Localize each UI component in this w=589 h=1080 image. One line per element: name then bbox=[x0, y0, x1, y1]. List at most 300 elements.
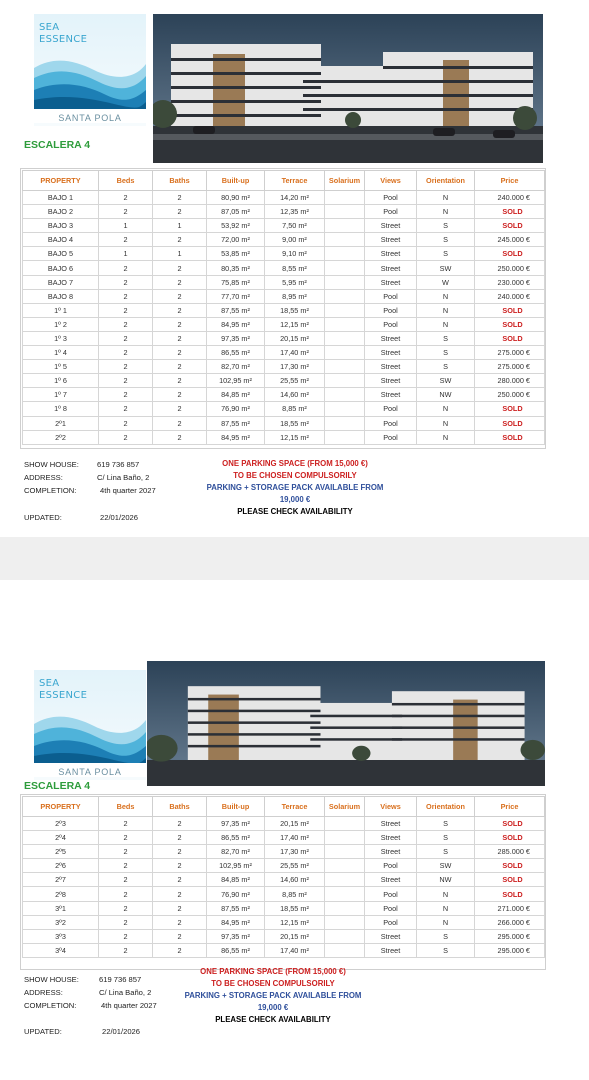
cell-built-up: 84,95 m² bbox=[207, 915, 265, 929]
table-row bbox=[23, 317, 545, 331]
units-table-page1 bbox=[22, 170, 545, 445]
cell-baths: 2 bbox=[153, 817, 207, 831]
cell-orientation: S bbox=[417, 233, 475, 247]
cell-beds: 2 bbox=[99, 331, 153, 345]
parking-note-line1: ONE PARKING SPACE (FROM 15,000 €) bbox=[200, 967, 346, 976]
show-house-phone: 619 736 857 bbox=[99, 975, 142, 984]
table-row bbox=[23, 388, 545, 402]
cell-baths: 2 bbox=[153, 289, 207, 303]
sea-essence-logo bbox=[34, 670, 146, 780]
cell-orientation: N bbox=[417, 416, 475, 430]
cell-price: SOLD bbox=[475, 859, 545, 873]
cell-built-up: 76,90 m² bbox=[207, 887, 265, 901]
cell-orientation: NW bbox=[417, 873, 475, 887]
cell-beds: 2 bbox=[99, 289, 153, 303]
header-views: Views bbox=[365, 797, 417, 817]
table-row bbox=[23, 901, 545, 915]
cell-solarium bbox=[325, 219, 365, 233]
cell-baths: 1 bbox=[153, 219, 207, 233]
cell-views: Street bbox=[365, 929, 417, 943]
cell-price: 266.000 € bbox=[475, 915, 545, 929]
header-terrace: Terrace bbox=[265, 171, 325, 191]
updated-row bbox=[24, 1027, 141, 1036]
table-body bbox=[23, 191, 545, 445]
pack-note-line1: PARKING + STORAGE PACK AVAILABLE FROM bbox=[184, 991, 362, 1000]
cell-baths: 2 bbox=[153, 374, 207, 388]
table-row bbox=[23, 831, 545, 845]
completion-label: COMPLETION: bbox=[24, 1001, 77, 1010]
cell-views: Street bbox=[365, 831, 417, 845]
cell-beds: 2 bbox=[99, 943, 153, 957]
cell-solarium bbox=[325, 817, 365, 831]
cell-price: 280.000 € bbox=[475, 374, 545, 388]
table-row bbox=[23, 346, 545, 360]
cell-solarium bbox=[325, 845, 365, 859]
cell-solarium bbox=[325, 416, 365, 430]
cell-terrace: 18,55 m² bbox=[265, 416, 325, 430]
table-row bbox=[23, 275, 545, 289]
parking-note-line2: TO BE CHOSEN COMPULSORILY bbox=[233, 471, 357, 480]
table-row bbox=[23, 402, 545, 416]
cell-price: 250.000 € bbox=[475, 388, 545, 402]
cell-views: Pool bbox=[365, 859, 417, 873]
cell-beds: 2 bbox=[99, 191, 153, 205]
cell-orientation: N bbox=[417, 191, 475, 205]
logo-city: SANTA POLA bbox=[34, 763, 146, 777]
cell-solarium bbox=[325, 402, 365, 416]
table-row bbox=[23, 859, 545, 873]
cell-solarium bbox=[325, 289, 365, 303]
address-value: C/ Lina Baño, 2 bbox=[99, 988, 152, 997]
cell-views: Street bbox=[365, 346, 417, 360]
cell-solarium bbox=[325, 275, 365, 289]
cell-solarium bbox=[325, 430, 365, 444]
cell-built-up: 53,85 m² bbox=[207, 247, 265, 261]
cell-terrace: 17,40 m² bbox=[265, 943, 325, 957]
header-built-up: Built-up bbox=[207, 797, 265, 817]
cell-property: 3º1 bbox=[23, 901, 99, 915]
cell-solarium bbox=[325, 346, 365, 360]
cell-property: 1º 8 bbox=[23, 402, 99, 416]
table-body bbox=[23, 817, 545, 958]
cell-baths: 2 bbox=[153, 233, 207, 247]
cell-terrace: 12,15 m² bbox=[265, 430, 325, 444]
cell-views: Street bbox=[365, 275, 417, 289]
table-row bbox=[23, 303, 545, 317]
cell-terrace: 20,15 m² bbox=[265, 929, 325, 943]
page-separator bbox=[0, 537, 589, 580]
cell-views: Street bbox=[365, 261, 417, 275]
cell-price: SOLD bbox=[475, 416, 545, 430]
cell-price: 245.000 € bbox=[475, 233, 545, 247]
cell-built-up: 80,35 m² bbox=[207, 261, 265, 275]
cell-terrace: 20,15 m² bbox=[265, 817, 325, 831]
cell-baths: 2 bbox=[153, 845, 207, 859]
header-property: PROPERTY bbox=[23, 797, 99, 817]
cell-property: 2º3 bbox=[23, 817, 99, 831]
header-price: Price bbox=[475, 171, 545, 191]
cell-built-up: 87,55 m² bbox=[207, 303, 265, 317]
completion-value: 4th quarter 2027 bbox=[101, 1001, 157, 1010]
pack-note-line1: PARKING + STORAGE PACK AVAILABLE FROM bbox=[206, 483, 384, 492]
cell-views: Street bbox=[365, 233, 417, 247]
cell-orientation: NW bbox=[417, 388, 475, 402]
cell-terrace: 18,55 m² bbox=[265, 901, 325, 915]
cell-views: Street bbox=[365, 817, 417, 831]
availability-note: PLEASE CHECK AVAILABILITY bbox=[215, 1015, 331, 1024]
header-terrace: Terrace bbox=[265, 797, 325, 817]
cell-orientation: S bbox=[417, 817, 475, 831]
cell-built-up: 97,35 m² bbox=[207, 817, 265, 831]
cell-built-up: 84,95 m² bbox=[207, 430, 265, 444]
cell-baths: 2 bbox=[153, 388, 207, 402]
cell-beds: 2 bbox=[99, 388, 153, 402]
updated-row bbox=[24, 513, 139, 522]
table-row bbox=[23, 360, 545, 374]
cell-beds: 2 bbox=[99, 901, 153, 915]
cell-built-up: 102,95 m² bbox=[207, 859, 265, 873]
cell-terrace: 17,40 m² bbox=[265, 831, 325, 845]
wave-graphic bbox=[34, 50, 146, 110]
cell-terrace: 14,20 m² bbox=[265, 191, 325, 205]
cell-price: SOLD bbox=[475, 219, 545, 233]
cell-beds: 2 bbox=[99, 346, 153, 360]
cell-property: 2º8 bbox=[23, 887, 99, 901]
cell-solarium bbox=[325, 205, 365, 219]
cell-solarium bbox=[325, 317, 365, 331]
table-row bbox=[23, 943, 545, 957]
cell-property: 1º 7 bbox=[23, 388, 99, 402]
completion-value: 4th quarter 2027 bbox=[100, 486, 156, 495]
cell-terrace: 12,35 m² bbox=[265, 205, 325, 219]
cell-views: Pool bbox=[365, 416, 417, 430]
cell-beds: 1 bbox=[99, 247, 153, 261]
cell-beds: 2 bbox=[99, 303, 153, 317]
cell-orientation: N bbox=[417, 205, 475, 219]
cell-price: 271.000 € bbox=[475, 901, 545, 915]
document-page-2 bbox=[0, 580, 589, 1080]
header-views: Views bbox=[365, 171, 417, 191]
logo-name-line2: ESSENCE bbox=[39, 34, 88, 45]
cell-built-up: 86,55 m² bbox=[207, 831, 265, 845]
cell-beds: 2 bbox=[99, 275, 153, 289]
logo-name-line1: SEA bbox=[39, 678, 60, 689]
logo-city: SANTA POLA bbox=[34, 109, 146, 123]
address-value: C/ Lina Baño, 2 bbox=[97, 473, 150, 482]
cell-baths: 2 bbox=[153, 943, 207, 957]
cell-solarium bbox=[325, 831, 365, 845]
cell-views: Pool bbox=[365, 901, 417, 915]
cell-built-up: 72,00 m² bbox=[207, 233, 265, 247]
header-price: Price bbox=[475, 797, 545, 817]
cell-views: Street bbox=[365, 360, 417, 374]
table-row bbox=[23, 247, 545, 261]
cell-beds: 2 bbox=[99, 261, 153, 275]
document-page-1 bbox=[0, 0, 589, 537]
address-row bbox=[24, 988, 152, 997]
cell-price: SOLD bbox=[475, 402, 545, 416]
cell-beds: 2 bbox=[99, 873, 153, 887]
parking-notes bbox=[168, 966, 378, 1026]
cell-price: 230.000 € bbox=[475, 275, 545, 289]
show-house-label: SHOW HOUSE: bbox=[24, 460, 79, 469]
cell-terrace: 12,15 m² bbox=[265, 915, 325, 929]
wave-graphic bbox=[34, 706, 146, 766]
cell-terrace: 8,85 m² bbox=[265, 887, 325, 901]
cell-price: 285.000 € bbox=[475, 845, 545, 859]
cell-beds: 2 bbox=[99, 430, 153, 444]
cell-property: BAJO 6 bbox=[23, 261, 99, 275]
logo-name-line2: ESSENCE bbox=[39, 690, 88, 701]
cell-terrace: 14,60 m² bbox=[265, 388, 325, 402]
cell-solarium bbox=[325, 929, 365, 943]
cell-beds: 2 bbox=[99, 233, 153, 247]
cell-terrace: 7,50 m² bbox=[265, 219, 325, 233]
cell-solarium bbox=[325, 887, 365, 901]
cell-terrace: 5,95 m² bbox=[265, 275, 325, 289]
cell-baths: 2 bbox=[153, 402, 207, 416]
cell-built-up: 86,55 m² bbox=[207, 943, 265, 957]
cell-views: Pool bbox=[365, 430, 417, 444]
cell-orientation: S bbox=[417, 831, 475, 845]
header-baths: Baths bbox=[153, 171, 207, 191]
cell-beds: 2 bbox=[99, 205, 153, 219]
cell-solarium bbox=[325, 360, 365, 374]
cell-price: SOLD bbox=[475, 817, 545, 831]
updated-value: 22/01/2026 bbox=[100, 513, 139, 522]
cell-views: Pool bbox=[365, 402, 417, 416]
address-label: ADDRESS: bbox=[24, 473, 63, 482]
building-render-image bbox=[147, 661, 545, 786]
cell-solarium bbox=[325, 943, 365, 957]
cell-baths: 2 bbox=[153, 887, 207, 901]
cell-solarium bbox=[325, 901, 365, 915]
cell-beds: 2 bbox=[99, 929, 153, 943]
updated-value: 22/01/2026 bbox=[102, 1027, 141, 1036]
cell-orientation: W bbox=[417, 275, 475, 289]
cell-built-up: 76,90 m² bbox=[207, 402, 265, 416]
cell-solarium bbox=[325, 261, 365, 275]
staircase-label: ESCALERA 4 bbox=[24, 139, 91, 151]
cell-solarium bbox=[325, 247, 365, 261]
header-beds: Beds bbox=[99, 797, 153, 817]
show-house-row bbox=[24, 975, 142, 984]
cell-views: Pool bbox=[365, 289, 417, 303]
cell-property: 2º7 bbox=[23, 873, 99, 887]
address-label: ADDRESS: bbox=[24, 988, 63, 997]
cell-orientation: N bbox=[417, 887, 475, 901]
cell-solarium bbox=[325, 331, 365, 345]
cell-terrace: 8,85 m² bbox=[265, 402, 325, 416]
cell-orientation: S bbox=[417, 247, 475, 261]
cell-baths: 2 bbox=[153, 929, 207, 943]
parking-note-line2: TO BE CHOSEN COMPULSORILY bbox=[211, 979, 335, 988]
completion-row bbox=[24, 486, 156, 495]
cell-property: 3º4 bbox=[23, 943, 99, 957]
cell-orientation: S bbox=[417, 360, 475, 374]
header-baths: Baths bbox=[153, 797, 207, 817]
cell-orientation: N bbox=[417, 317, 475, 331]
cell-built-up: 77,70 m² bbox=[207, 289, 265, 303]
cell-beds: 2 bbox=[99, 402, 153, 416]
cell-orientation: N bbox=[417, 402, 475, 416]
cell-terrace: 8,95 m² bbox=[265, 289, 325, 303]
cell-solarium bbox=[325, 233, 365, 247]
building-render-photo bbox=[153, 14, 543, 163]
cell-price: SOLD bbox=[475, 887, 545, 901]
cell-baths: 2 bbox=[153, 416, 207, 430]
cell-baths: 2 bbox=[153, 275, 207, 289]
cell-beds: 2 bbox=[99, 416, 153, 430]
cell-solarium bbox=[325, 915, 365, 929]
table-row bbox=[23, 915, 545, 929]
cell-price: SOLD bbox=[475, 331, 545, 345]
cell-baths: 2 bbox=[153, 303, 207, 317]
table-row bbox=[23, 261, 545, 275]
cell-solarium bbox=[325, 873, 365, 887]
show-house-phone: 619 736 857 bbox=[97, 460, 140, 469]
cell-property: BAJO 5 bbox=[23, 247, 99, 261]
table-row bbox=[23, 430, 545, 444]
cell-built-up: 87,55 m² bbox=[207, 416, 265, 430]
cell-solarium bbox=[325, 374, 365, 388]
cell-terrace: 8,55 m² bbox=[265, 261, 325, 275]
cell-built-up: 102,95 m² bbox=[207, 374, 265, 388]
cell-baths: 2 bbox=[153, 360, 207, 374]
cell-baths: 2 bbox=[153, 901, 207, 915]
cell-terrace: 20,15 m² bbox=[265, 331, 325, 345]
cell-orientation: S bbox=[417, 331, 475, 345]
cell-built-up: 84,85 m² bbox=[207, 388, 265, 402]
cell-beds: 1 bbox=[99, 219, 153, 233]
pack-note-line2: 19,000 € bbox=[279, 495, 311, 504]
table-row bbox=[23, 416, 545, 430]
cell-orientation: SW bbox=[417, 859, 475, 873]
cell-terrace: 14,60 m² bbox=[265, 873, 325, 887]
cell-property: BAJO 4 bbox=[23, 233, 99, 247]
cell-views: Pool bbox=[365, 303, 417, 317]
cell-price: 240.000 € bbox=[475, 191, 545, 205]
cell-solarium bbox=[325, 388, 365, 402]
cell-terrace: 17,30 m² bbox=[265, 845, 325, 859]
cell-built-up: 86,55 m² bbox=[207, 346, 265, 360]
cell-built-up: 82,70 m² bbox=[207, 360, 265, 374]
cell-orientation: S bbox=[417, 845, 475, 859]
cell-terrace: 9,00 m² bbox=[265, 233, 325, 247]
cell-terrace: 17,40 m² bbox=[265, 346, 325, 360]
cell-price: SOLD bbox=[475, 831, 545, 845]
completion-label: COMPLETION: bbox=[24, 486, 77, 495]
table-row bbox=[23, 929, 545, 943]
cell-terrace: 25,55 m² bbox=[265, 374, 325, 388]
show-house-row bbox=[24, 460, 140, 469]
header-solarium: Solarium bbox=[325, 171, 365, 191]
cell-baths: 2 bbox=[153, 317, 207, 331]
cell-property: 3º3 bbox=[23, 929, 99, 943]
cell-beds: 2 bbox=[99, 859, 153, 873]
cell-baths: 2 bbox=[153, 331, 207, 345]
building-render-image bbox=[153, 14, 543, 163]
staircase-label: ESCALERA 4 bbox=[24, 780, 91, 792]
cell-baths: 2 bbox=[153, 859, 207, 873]
table-row bbox=[23, 873, 545, 887]
cell-views: Street bbox=[365, 331, 417, 345]
cell-solarium bbox=[325, 859, 365, 873]
cell-price: 250.000 € bbox=[475, 261, 545, 275]
cell-orientation: SW bbox=[417, 261, 475, 275]
cell-baths: 2 bbox=[153, 205, 207, 219]
header-solarium: Solarium bbox=[325, 797, 365, 817]
table-row bbox=[23, 817, 545, 831]
sea-essence-logo bbox=[34, 14, 146, 126]
header-orientation: Orientation bbox=[417, 797, 475, 817]
cell-baths: 2 bbox=[153, 915, 207, 929]
cell-views: Pool bbox=[365, 887, 417, 901]
cell-terrace: 9,10 m² bbox=[265, 247, 325, 261]
cell-beds: 2 bbox=[99, 817, 153, 831]
table-row bbox=[23, 233, 545, 247]
cell-built-up: 53,92 m² bbox=[207, 219, 265, 233]
table-row bbox=[23, 374, 545, 388]
cell-built-up: 84,95 m² bbox=[207, 317, 265, 331]
cell-views: Pool bbox=[365, 915, 417, 929]
table-header-row bbox=[23, 171, 545, 191]
cell-orientation: N bbox=[417, 915, 475, 929]
cell-orientation: S bbox=[417, 346, 475, 360]
header-orientation: Orientation bbox=[417, 171, 475, 191]
cell-beds: 2 bbox=[99, 374, 153, 388]
pack-note-line2: 19,000 € bbox=[257, 1003, 289, 1012]
cell-views: Street bbox=[365, 388, 417, 402]
table-row bbox=[23, 331, 545, 345]
cell-terrace: 12,15 m² bbox=[265, 317, 325, 331]
cell-built-up: 84,85 m² bbox=[207, 873, 265, 887]
cell-orientation: S bbox=[417, 929, 475, 943]
cell-built-up: 82,70 m² bbox=[207, 845, 265, 859]
cell-terrace: 18,55 m² bbox=[265, 303, 325, 317]
cell-price: SOLD bbox=[475, 873, 545, 887]
cell-property: BAJO 3 bbox=[23, 219, 99, 233]
cell-price: 275.000 € bbox=[475, 360, 545, 374]
cell-orientation: N bbox=[417, 430, 475, 444]
cell-built-up: 97,35 m² bbox=[207, 331, 265, 345]
cell-price: SOLD bbox=[475, 303, 545, 317]
show-house-label: SHOW HOUSE: bbox=[24, 975, 79, 984]
cell-beds: 2 bbox=[99, 831, 153, 845]
header-beds: Beds bbox=[99, 171, 153, 191]
cell-views: Street bbox=[365, 374, 417, 388]
cell-views: Street bbox=[365, 845, 417, 859]
cell-built-up: 97,35 m² bbox=[207, 929, 265, 943]
cell-property: BAJO 1 bbox=[23, 191, 99, 205]
cell-price: SOLD bbox=[475, 247, 545, 261]
units-table-page2 bbox=[22, 796, 545, 958]
table-row bbox=[23, 887, 545, 901]
address-row bbox=[24, 473, 150, 482]
table-row bbox=[23, 219, 545, 233]
cell-baths: 2 bbox=[153, 346, 207, 360]
availability-note: PLEASE CHECK AVAILABILITY bbox=[237, 507, 353, 516]
cell-beds: 2 bbox=[99, 845, 153, 859]
cell-orientation: N bbox=[417, 289, 475, 303]
cell-property: 1º 2 bbox=[23, 317, 99, 331]
cell-property: 1º 1 bbox=[23, 303, 99, 317]
cell-baths: 2 bbox=[153, 261, 207, 275]
table-row bbox=[23, 191, 545, 205]
cell-built-up: 75,85 m² bbox=[207, 275, 265, 289]
cell-property: BAJO 2 bbox=[23, 205, 99, 219]
cell-terrace: 17,30 m² bbox=[265, 360, 325, 374]
